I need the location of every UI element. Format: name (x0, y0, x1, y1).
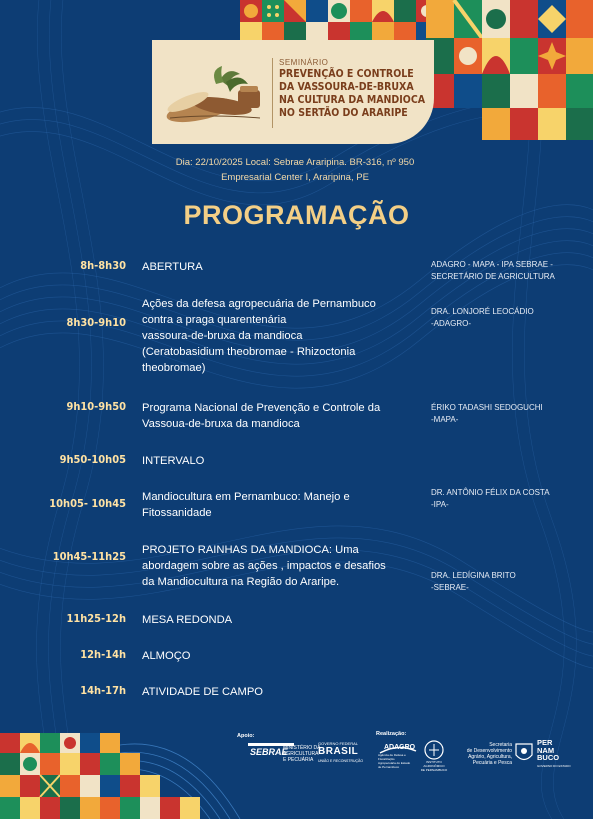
adagro-logo (378, 740, 418, 770)
schedule-activity: MESA REDONDA (142, 614, 233, 626)
schedule-time: 8h-8h30 (80, 259, 126, 272)
schedule-time: 9h50-10h05 (59, 453, 126, 466)
schedule-activity: Mandiocultura em Pernambuco: Manejo e Fitossanidade (142, 491, 350, 519)
ipa-subtitle: INSTITUTO AGRONÔMICO DE PERNAMBUCO (420, 760, 448, 772)
seminar-label: SEMINÁRIO (279, 58, 329, 67)
decorative-mosaic-bottom (0, 733, 200, 819)
event-info (130, 155, 460, 185)
schedule-speaker: ADAGRO - MAPA - IPA SEBRAE - SECRETÁRIO DE AGRICULTURA (431, 260, 555, 281)
schedule-activity: ATIVIDADE DE CAMPO (142, 686, 264, 698)
pernambuco-text: PER NAM BUCO (537, 738, 560, 762)
header-card (152, 40, 434, 144)
schedule-speaker: DR. ANTÔNIO FÉLIX DA COSTA -IPA- (431, 488, 550, 509)
brasil-subtitle: UNIÃO E RECONSTRUÇÃO (318, 759, 364, 763)
schedule-activity: Ações da defesa agropecuária de Pernambuco contra a praga quarentenária vassoura-de-bruxa da mandioca (Ceratobasidium theobromae - Rhizoctonia theobromae) (142, 298, 376, 374)
page-title: PROGRAMAÇÃO (183, 200, 410, 230)
ipa-logo (419, 740, 449, 772)
decorative-mosaic-right (426, 0, 593, 140)
secretaria-logo: Secretaria de Desenvolvimento Agrário, Agricultura, Pecuária e Pesca (466, 742, 512, 766)
brasil-text: BRASIL (318, 746, 359, 757)
schedule-activity: INTERVALO (142, 455, 205, 467)
sebrae-text: SEBRAE (250, 747, 288, 757)
governo-federal-text: GOVERNO FEDERAL (318, 741, 359, 746)
schedule-activity: ALMOÇO (142, 650, 191, 662)
manioc-illustration (160, 60, 268, 130)
event-address: Empresarial Center I, Araripina, PE (221, 172, 369, 183)
seminar-title: PREVENÇÃO E CONTROLE DA VASSOURA-DE-BRUXA NA CULTURA DA MANDIOCA NO SERTÃO DO ARARIPE (279, 68, 426, 119)
realizacao-label: Realização: (376, 731, 407, 737)
ipa-emblem-icon (424, 740, 444, 760)
schedule-time: 8h30-9h10 (66, 316, 126, 329)
pernambuco-subtitle: GOVERNO DO ESTADO (537, 764, 571, 768)
schedule-activity: ABERTURA (142, 261, 203, 273)
schedule-activity: Programa Nacional de Prevenção e Controle da Vassoua-de-bruxa da mandioca (142, 402, 381, 430)
adagro-subtitle: Agência de Defesa e Fiscalização Agropecuária do Estado de Pernambuco (378, 753, 411, 769)
schedule-speaker: ÉRIKO TADASHI SEDOGUCHI -MAPA- (431, 403, 543, 424)
brasil-logo (318, 741, 366, 765)
schedule-time: 10h45-11h25 (52, 550, 126, 563)
header-text (279, 58, 429, 120)
pernambuco-coat-of-arms-icon (513, 741, 535, 765)
schedule-time: 14h-17h (80, 684, 126, 697)
schedule-time: 9h10-9h50 (66, 400, 126, 413)
schedule-time: 11h25-12h (66, 612, 126, 625)
pernambuco-logo (537, 739, 577, 771)
apoio-label: Apoio: (237, 733, 255, 739)
event-date-location: Dia: 22/10/2025 Local: Sebrae Araripina. BR-316, nº 950 (175, 157, 415, 168)
adagro-text: ADAGRO (384, 744, 416, 751)
schedule-speaker: DRA. LONJORÉ LEOCÁDIO -ADAGRO- (431, 307, 534, 328)
header-divider (272, 58, 273, 128)
schedule-activity: PROJETO RAINHAS DA MANDIOCA: Uma abordagem sobre as ações , impactos e desafios da Mandiocultura na Região do Araripe. (142, 544, 386, 588)
ministerio-logo: MINISTÉRIO DA AGRICULTURA E PECUÁRIA (283, 745, 321, 763)
schedule-time: 10h05- 10h45 (49, 497, 126, 510)
schedule-speaker: DRA. LEDÍGINA BRITO -SEBRAE- (431, 571, 516, 592)
schedule-time: 12h-14h (80, 648, 126, 661)
